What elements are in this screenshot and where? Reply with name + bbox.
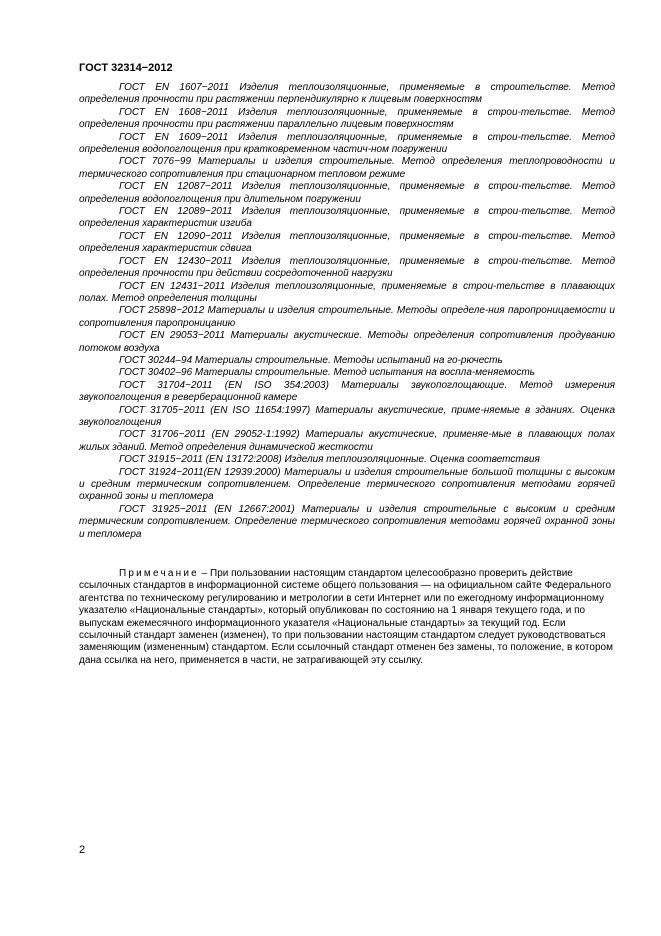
reference-item: ГОСТ 31915−2011 (EN 13172:2008) Изделия теплоизоляционные. Оценка соответствия [119,454,540,466]
reference-item: ГОСТ 31706−2011 (EN 29052-1:1992) Материалы акустические, применяе-мые в плавающих полах жилых зданий. Метод определения динамической жесткости [79,429,615,453]
note-block [79,568,615,667]
reference-item: ГОСТ EN 12090−2011 Изделия теплоизоляционные, применяемые в строи-тельстве. Метод определения характеристик сдвига [79,230,615,255]
page-number: 2 [79,844,86,856]
note-label: Примечание [119,568,199,579]
reference-item: ГОСТ EN 12430−2011 Изделия теплоизоляционные, применяемые в строи-тельстве. Метод определения прочности при действии сосредоточенной нагрузки [79,255,615,280]
reference-item: ГОСТ 7076−99 Материалы и изделия строительные. Метод определения теплопроводности и термического сопротивления при стационарном тепловом режиме [79,156,615,180]
reference-item: ГОСТ EN 12089−2011 Изделия теплоизоляционные, применяемые в строи-тельстве. Метод определения характеристик изгиба [79,206,615,230]
reference-item: ГОСТ 31924−2011(EN 12939:2000) Материалы и изделия строительные большой толщины с высоким и средним термическим сопротивлением. Определение термического сопротивления методами горячей охранной зоны и тепломера [79,466,615,503]
reference-item: ГОСТ 30402–96 Материалы строительные. Метод испытания на воспла-меняемость [119,367,535,379]
reference-item: ГОСТ 25898−2012 Материалы и изделия строительные. Методы определе-ния паропроницаемости и сопротивления паропроницанию [79,305,615,329]
reference-item: ГОСТ EN 1608−2011 Изделия теплоизоляционные, применяемые в строи-тельстве. Метод определения прочности при растяжении параллельно лицевым поверхностям [79,106,615,131]
reference-item: ГОСТ EN 1609−2011 Изделия теплоизоляционные, применяемые в строи-тельстве. Метод определения водопоглощения при кратковременном частич-ном погружении [79,131,615,156]
reference-item: ГОСТ 31704−2011 (EN ISO 354:2003) Материалы звукопоглощающие. Метод измерения звукопоглощения в реверберационной камере [79,379,615,404]
reference-item: ГОСТ EN 12087−2011 Изделия теплоизоляционные, применяемые в строи-тельстве. Метод определения водопоглощения при длительном погружении [79,181,615,205]
reference-item: ГОСТ 31705−2011 (EN ISO 11654:1997) Материалы акустические, приме-няемые в зданиях. Оценка звукопоглощения [79,404,615,428]
reference-item: ГОСТ EN 12431−2011 Изделия теплоизоляционные, применяемые в строи-тельстве в плавающих полах. Метод определения толщины [79,280,615,304]
reference-item: ГОСТ EN 1607−2011 Изделия теплоизоляционные, применяемые в строительстве. Метод определения прочности при растяжении перпендикулярно к лицевым поверхностям [79,82,615,106]
reference-item: ГОСТ EN 29053−2011 Материалы акустические. Методы определения сопротивления продуванию потоком воздуха [79,330,615,354]
note-text: – При пользовании настоящим стандартом целесообразно проверить действие ссылочных стандартов в информационной системе общего пользования — на официальном сайте Федерального агентства по техническому регулированию и метрологии в сети Интернет или по ежегодному информационному указателю «Национальные стандарты», который опубликован по состоянию на 1 января текущего года, и по выпускам ежемесячного информационного указателя «Национальные стандарты» за текущий год. Если ссылочный стандарт заменен (изменен), то при пользовании настоящим стандартом следует руководствоваться заменяющим (измененным) стандартом. Если ссылочный стандарт отменен без замены, то положение, в котором дана ссылка на него, применяется в части, не затрагивающей эту ссылку. [79,568,613,666]
reference-item: ГОСТ 30244–94 Материалы строительные. Методы испытаний на го-рючесть [119,354,503,366]
document-header: ГОСТ 32314−2012 [79,62,173,74]
note-paragraph [79,568,615,667]
reference-item: ГОСТ 31925−2011 (EN 12667:2001) Материалы и изделия строительные с высоким и средним термическим сопротивлением. Определение термического сопротивления методами горячей охранной зоны и тепломера [79,503,615,540]
normative-references [79,82,615,541]
